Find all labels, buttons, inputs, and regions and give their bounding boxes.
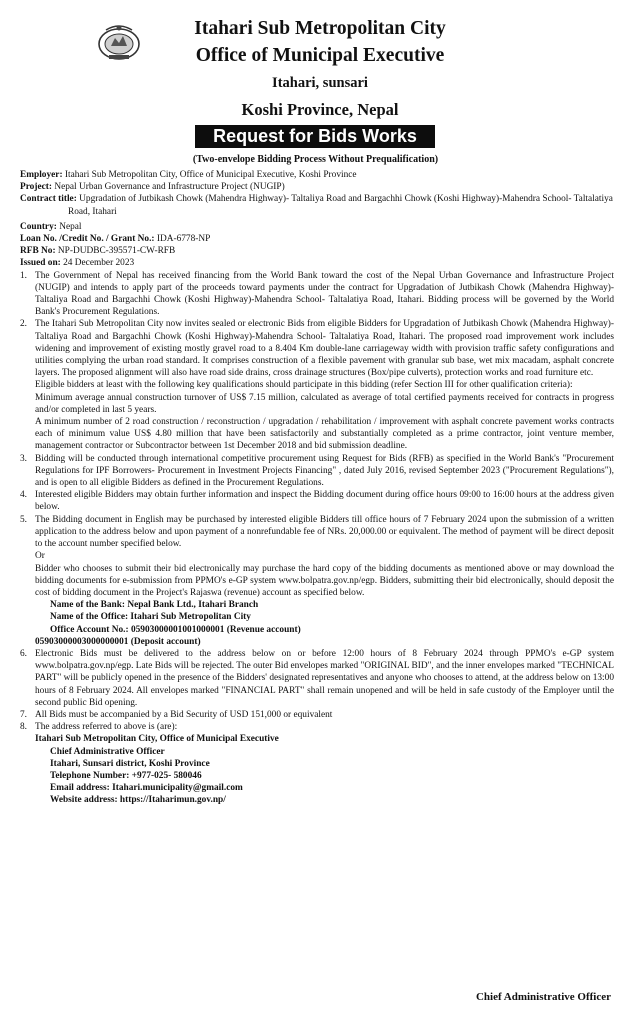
employer-value: Itahari Sub Metropolitan City, Office of Municipal Executive, Koshi Province	[64, 170, 357, 180]
clause-1	[20, 270, 614, 319]
clause-2	[20, 318, 614, 452]
clause-5	[20, 514, 614, 648]
clause-number: 1.	[20, 270, 28, 281]
contract-title-value: Upgradation of Jutbikash Chowk (Mahendra Highway)- Taltaliya Road and Bargachhi Chowk (Koshi Highway)-Mahendra School- Taltalatiya Road, Itahari	[68, 194, 613, 217]
office-name: Office of Municipal Executive	[195, 45, 445, 66]
clause-number: 6.	[20, 648, 28, 659]
deposit-account-number: 05903000003000000001 (Deposit account)	[35, 636, 201, 647]
bidding-process-subtitle: (Two-envelope Bidding Process Without Prequalification)	[192, 154, 439, 165]
clause-text: All Bids must be accompanied by a Bid Security of USD 151,000 or equivalent	[35, 709, 333, 720]
nepal-government-emblem-icon	[96, 22, 142, 62]
clause-number: 5.	[20, 514, 28, 525]
employer-line	[20, 169, 614, 181]
contract-title-line	[20, 193, 614, 217]
office-location: Itahari, sunsari	[272, 75, 368, 91]
project-line	[20, 181, 614, 193]
address-office: Itahari Sub Metropolitan City, Office of Municipal Executive	[35, 734, 279, 745]
clause-7	[20, 709, 614, 721]
project-label: Project:	[20, 182, 52, 193]
clause-8	[20, 721, 614, 806]
issued-value: 24 December 2023	[63, 258, 135, 269]
project-value: Nepal Urban Governance and Infrastructure Project (NUGIP)	[54, 182, 285, 193]
country-value: Nepal	[59, 221, 82, 232]
notice-body	[20, 169, 614, 807]
clause-text: Interested eligible Bidders may obtain further information and inspect the Bidding document during office hours 09:00 to 16:00 hours at the address given below.	[35, 490, 614, 513]
electronic-purchase-text: Bidder who chooses to submit their bid electronically may purchase the hard copy of the bidding documents as mentioned above or may download the bidding documents for e-submission from PPMO's e-GP system www.bolpatra.gov.np/egp. Bidders, submitting their bid electronically, should deposit the cost of bidding document in the Project's Rajaswa (revenue) account as specified below.	[35, 563, 614, 598]
rfb-value: NP-DUDBC-395571-CW-RFB	[57, 246, 176, 257]
clause-text: The Government of Nepal has received financing from the World Bank toward the cost of the Nepal Urban Governance and Infrastructure Project (NUGIP) and intends to apply part of the proceeds toward payments under the contract for Upgradation of Jutbikash Chowk (Mahendra Highway)- Taltaliya Road and Bargachhi Chowk (Koshi Highway)-Mahendra School- Taltalatiya Road, Itahari. Bidding process will be governed by the World Bank's Procurement Regulations.	[35, 270, 614, 318]
rfb-line	[20, 245, 614, 257]
or-separator: Or	[35, 551, 45, 562]
loan-line	[20, 233, 614, 245]
clause-number: 7.	[20, 709, 28, 720]
employer-label: Employer:	[20, 170, 63, 180]
address-email: Email address: Itahari.municipality@gmail.com	[50, 783, 243, 794]
bank-name: Name of the Bank: Nepal Bank Ltd., Itahari Branch	[50, 600, 259, 611]
notice-title-banner: Request for Bids Works	[195, 125, 435, 148]
rfb-label: RFB No:	[20, 246, 56, 257]
clause-text: The Itahari Sub Metropolitan City now invites sealed or electronic Bids from eligible Bidders for Upgradation of Jutbikash Chowk (Mahendra Highway)- Taltaliya Road and Bargachhi Chowk (Koshi Highway)-Mahendra School- Taltalatiya Road, Itahari. The proposed road improvement work includes widening and improvement of existing mostly gravel road to a 8.404 Km double-lane carriageway width with provision traffic safety configurations and utilities complying the urban road standard. It comprises construction of a flexible pavement with granular sub base, wet mix macadam, asphalt concrete layers. The proposed alignment will also have road side drains, cross drainage structures (Box/pipe culverts), protection works and road furniture etc.	[35, 319, 614, 379]
experience-requirement: A minimum number of 2 road construction / reconstruction / upgradation / rehabilitation / improvement with asphalt concrete pavement works contracts each of minimum value US$ 4.80 million that have been satisfactorily and substantially completed as a prime contractor, joint venture member, management contractor or Subcontractor between 1st December 2018 and bid submission deadline.	[35, 417, 614, 452]
loan-label: Loan No. /Credit No. / Grant No.:	[20, 234, 155, 245]
clause-text: The address referred to above is (are):	[35, 722, 178, 733]
clause-6	[20, 648, 614, 709]
issued-label: Issued on:	[20, 258, 61, 269]
loan-value: IDA-6778-NP	[156, 234, 211, 245]
clause-number: 2.	[20, 319, 28, 330]
turnover-requirement: Minimum average annual construction turnover of US$ 7.15 million, calculated as average of total certified payments received for contracts in progress and/or completed in last 5 years.	[35, 392, 614, 415]
revenue-account-number: Office Account No.: 05903000001001000001 (Revenue account)	[50, 624, 301, 635]
qualification-intro: Eligible bidders at least with the following key qualifications should participate in this bidding (refer Section III for other qualification criteria):	[35, 380, 573, 391]
clause-text: The Bidding document in English may be purchased by interested eligible Bidders till office hours of 7 February 2024 upon the submission of a written application to the address below and upon payment of a nonrefundable fee of NRs. 20,000.00 or equivalent. The method of payment will be direct deposit to the account number specified below.	[35, 514, 614, 550]
municipality-name: Itahari Sub Metropolitan City	[194, 18, 446, 39]
address-website: Website address: https://Itaharimun.gov.np/	[50, 795, 226, 806]
contract-title-label: Contract title:	[20, 194, 77, 205]
address-officer: Chief Administrative Officer	[50, 746, 165, 757]
clause-text: Electronic Bids must be delivered to the address below on or before 12:00 hours of 8 February 2024 through PPMO's e-GP system www.bolpatra.gov.np/egp. Late Bids will be rejected. The outer Bid envelopes marked "ORIGINAL BID", and the inner envelopes marked "TECHNICAL PART" will be publicly opened in the presence of the Bidders' designated representatives and anyone who chooses to attend, at the address below on 13:00 hours of 8 February 2024. All envelopes marked "FINANCIAL PART" shall remain unopened and will be held in safe custody of the Employer until the second public Bid opening.	[35, 648, 615, 708]
signature-title: Chief Administrative Officer	[475, 991, 611, 1003]
clause-number: 3.	[20, 453, 28, 464]
clause-3	[20, 453, 614, 490]
clause-text: Bidding will be conducted through international competitive procurement using Request for Bids (RFB) as specified in the World Bank's "Procurement Regulations for IPF Borrowers- Procurement in Investment Projects Financing" , dated July 2016, revised September 2023 ("Procurement Regulations"), and is open to all eligible Bidders as defined in the Procurement Regulations.	[35, 453, 614, 489]
clause-number: 4.	[20, 490, 28, 501]
office-name-account: Name of the Office: Itahari Sub Metropolitan City	[50, 612, 251, 623]
clause-4	[20, 489, 614, 513]
issued-line	[20, 257, 614, 269]
country-label: Country:	[20, 221, 57, 232]
address-location: Itahari, Sunsari district, Koshi Province	[50, 758, 210, 769]
address-telephone: Telephone Number: +977-025- 580046	[50, 770, 202, 781]
clause-number: 8.	[20, 722, 28, 733]
country-line	[20, 221, 614, 233]
province-name: Koshi Province, Nepal	[241, 100, 399, 119]
